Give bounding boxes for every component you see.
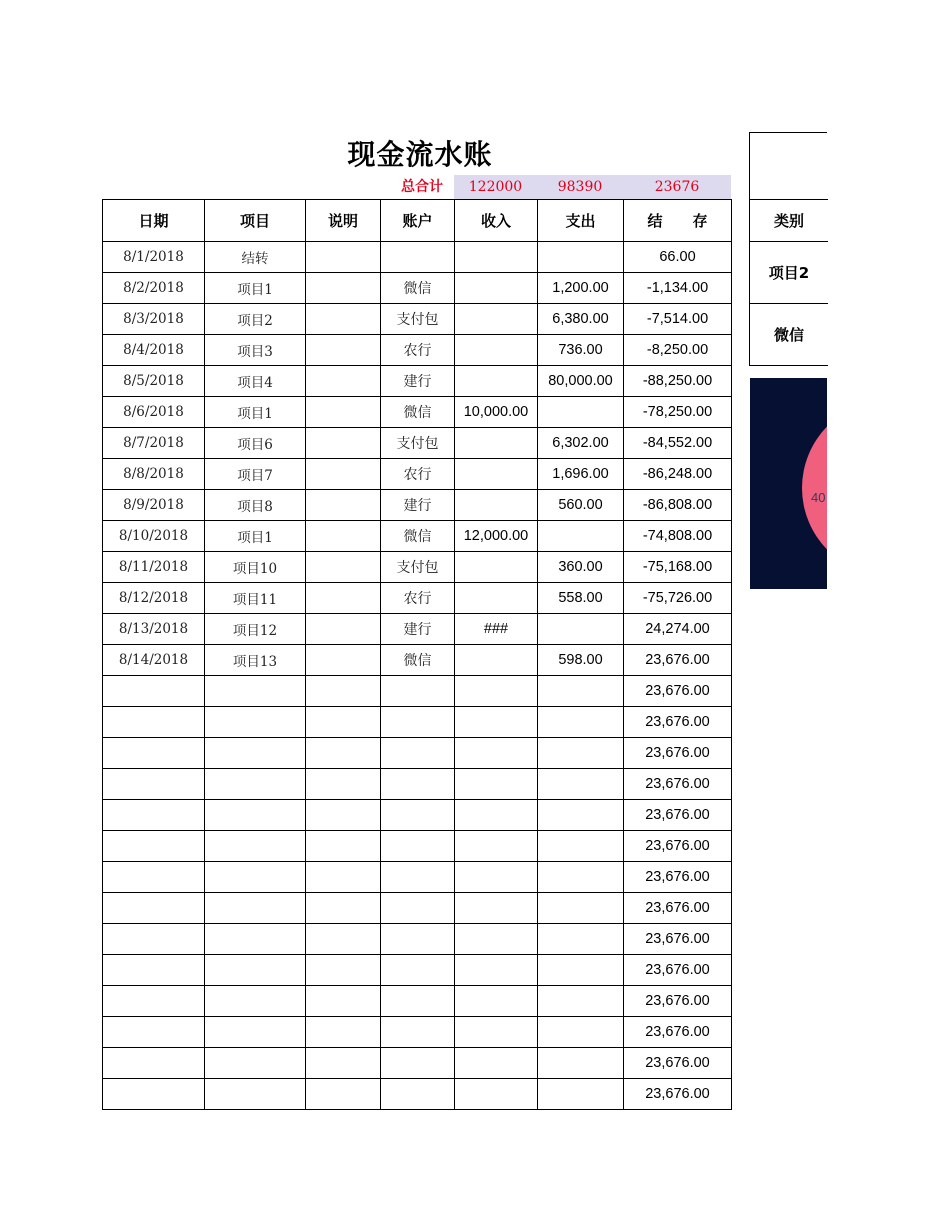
cell-date[interactable]: 8/14/2018 <box>103 645 205 676</box>
header-note[interactable]: 说明 <box>306 200 381 242</box>
cell-date[interactable]: 8/6/2018 <box>103 397 205 428</box>
cell-balance[interactable]: -86,808.00 <box>624 490 732 521</box>
cell-date[interactable] <box>103 769 205 800</box>
cell-account[interactable] <box>381 707 455 738</box>
cell-date[interactable]: 8/3/2018 <box>103 304 205 335</box>
cell-balance[interactable]: -88,250.00 <box>624 366 732 397</box>
cell-income[interactable] <box>455 893 538 924</box>
cell-note[interactable] <box>306 552 381 583</box>
cell-note[interactable] <box>306 397 381 428</box>
cell-account[interactable] <box>381 800 455 831</box>
cell-note[interactable] <box>306 583 381 614</box>
cell-account[interactable] <box>381 242 455 273</box>
pie-slice[interactable] <box>802 400 827 576</box>
cell-balance[interactable]: 23,676.00 <box>624 800 732 831</box>
cell-expense[interactable]: 6,302.00 <box>538 428 624 459</box>
cell-note[interactable] <box>306 304 381 335</box>
cell-item[interactable] <box>205 769 306 800</box>
cell-note[interactable] <box>306 1017 381 1048</box>
table-row <box>103 335 732 366</box>
table-row <box>103 614 732 645</box>
cell-balance[interactable]: 23,676.00 <box>624 676 732 707</box>
ledger-table <box>102 199 732 1110</box>
cell-income[interactable] <box>455 366 538 397</box>
table-row <box>103 397 732 428</box>
cell-expense[interactable] <box>538 986 624 1017</box>
cell-account[interactable]: 农行 <box>381 335 455 366</box>
cell-note[interactable] <box>306 986 381 1017</box>
cell-expense[interactable] <box>538 1079 624 1110</box>
table-row <box>103 1079 732 1110</box>
cell-expense[interactable]: 558.00 <box>538 583 624 614</box>
cell-item[interactable]: 项目11 <box>205 583 306 614</box>
cell-date[interactable] <box>103 1017 205 1048</box>
cell-balance[interactable]: -75,168.00 <box>624 552 732 583</box>
cell-expense[interactable]: 80,000.00 <box>538 366 624 397</box>
cell-account[interactable]: 支付包 <box>381 552 455 583</box>
cell-balance[interactable]: -84,552.00 <box>624 428 732 459</box>
cell-item[interactable] <box>205 1048 306 1079</box>
table-row <box>103 366 732 397</box>
cell-note[interactable] <box>306 800 381 831</box>
cell-expense[interactable] <box>538 738 624 769</box>
cell-item[interactable]: 项目3 <box>205 335 306 366</box>
cell-date[interactable] <box>103 831 205 862</box>
cell-balance[interactable]: 23,676.00 <box>624 769 732 800</box>
table-row <box>103 769 732 800</box>
table-row <box>103 304 732 335</box>
cell-item[interactable]: 项目10 <box>205 552 306 583</box>
cell-expense[interactable]: 1,200.00 <box>538 273 624 304</box>
table-row <box>103 428 732 459</box>
cell-item[interactable]: 项目1 <box>205 521 306 552</box>
cell-income[interactable] <box>455 1017 538 1048</box>
table-row <box>103 645 732 676</box>
table-row <box>103 583 732 614</box>
table-row <box>103 986 732 1017</box>
cell-expense[interactable] <box>538 397 624 428</box>
cell-date[interactable] <box>103 1048 205 1079</box>
table-row <box>103 676 732 707</box>
cell-item[interactable] <box>205 924 306 955</box>
cell-account[interactable]: 微信 <box>381 397 455 428</box>
cell-account[interactable] <box>381 862 455 893</box>
cell-account[interactable] <box>381 1017 455 1048</box>
cell-account[interactable] <box>381 1048 455 1079</box>
cell-note[interactable] <box>306 676 381 707</box>
cell-expense[interactable] <box>538 242 624 273</box>
cell-account[interactable]: 农行 <box>381 459 455 490</box>
cell-date[interactable] <box>103 707 205 738</box>
cell-item[interactable] <box>205 955 306 986</box>
cell-balance[interactable]: 23,676.00 <box>624 1048 732 1079</box>
cell-date[interactable]: 8/10/2018 <box>103 521 205 552</box>
cell-item[interactable]: 项目13 <box>205 645 306 676</box>
table-row <box>103 707 732 738</box>
cell-income[interactable] <box>455 1079 538 1110</box>
cell-item[interactable] <box>205 893 306 924</box>
table-row <box>103 738 732 769</box>
cell-expense[interactable] <box>538 862 624 893</box>
cell-balance[interactable]: 24,274.00 <box>624 614 732 645</box>
cell-balance[interactable]: 23,676.00 <box>624 645 732 676</box>
table-row <box>103 490 732 521</box>
header-balance[interactable]: 结 存 <box>624 200 732 242</box>
cell-income[interactable] <box>455 428 538 459</box>
cell-income[interactable] <box>455 335 538 366</box>
cell-income[interactable] <box>455 490 538 521</box>
table-row <box>103 273 732 304</box>
cell-item[interactable]: 项目6 <box>205 428 306 459</box>
header-expense[interactable]: 支出 <box>538 200 624 242</box>
cell-date[interactable] <box>103 1079 205 1110</box>
cell-account[interactable] <box>381 769 455 800</box>
cell-account[interactable]: 建行 <box>381 366 455 397</box>
cell-balance[interactable]: 66.00 <box>624 242 732 273</box>
cell-item[interactable] <box>205 986 306 1017</box>
cell-note[interactable] <box>306 862 381 893</box>
account-cell[interactable]: 微信 <box>750 304 829 366</box>
cell-balance[interactable]: 23,676.00 <box>624 924 732 955</box>
category-cell[interactable]: 项目2 <box>750 242 829 304</box>
cell-item[interactable] <box>205 738 306 769</box>
cell-income[interactable] <box>455 645 538 676</box>
pie-chart-svg <box>750 378 827 589</box>
cell-date[interactable]: 8/1/2018 <box>103 242 205 273</box>
cell-date[interactable]: 8/7/2018 <box>103 428 205 459</box>
cell-note[interactable] <box>306 769 381 800</box>
cell-account[interactable] <box>381 924 455 955</box>
cell-account[interactable] <box>381 738 455 769</box>
cell-date[interactable]: 8/8/2018 <box>103 459 205 490</box>
cell-account[interactable]: 微信 <box>381 273 455 304</box>
cell-note[interactable] <box>306 614 381 645</box>
side-panel-top <box>749 132 827 199</box>
table-row <box>103 862 732 893</box>
cell-item[interactable] <box>205 1017 306 1048</box>
cell-item[interactable]: 结转 <box>205 242 306 273</box>
cell-item[interactable] <box>205 1079 306 1110</box>
cell-expense[interactable]: 598.00 <box>538 645 624 676</box>
cell-income[interactable] <box>455 1048 538 1079</box>
cell-expense[interactable]: 736.00 <box>538 335 624 366</box>
cell-note[interactable] <box>306 428 381 459</box>
cell-item[interactable]: 项目1 <box>205 273 306 304</box>
cell-expense[interactable] <box>538 521 624 552</box>
cell-income[interactable] <box>455 583 538 614</box>
cell-income[interactable] <box>455 273 538 304</box>
table-row <box>103 955 732 986</box>
cell-date[interactable] <box>103 862 205 893</box>
cell-account[interactable] <box>381 831 455 862</box>
cell-income[interactable] <box>455 676 538 707</box>
cell-account[interactable]: 农行 <box>381 583 455 614</box>
cell-income[interactable] <box>455 738 538 769</box>
cell-note[interactable] <box>306 242 381 273</box>
cell-expense[interactable] <box>538 1048 624 1079</box>
cell-income[interactable] <box>455 862 538 893</box>
table-row <box>103 521 732 552</box>
cell-account[interactable]: 支付包 <box>381 428 455 459</box>
cell-balance[interactable]: -75,726.00 <box>624 583 732 614</box>
cell-item[interactable] <box>205 831 306 862</box>
cell-item[interactable] <box>205 707 306 738</box>
table-row <box>103 831 732 862</box>
cell-balance[interactable]: -8,250.00 <box>624 335 732 366</box>
cell-account[interactable]: 建行 <box>381 490 455 521</box>
cell-account[interactable]: 建行 <box>381 614 455 645</box>
cell-balance[interactable]: -78,250.00 <box>624 397 732 428</box>
cell-expense[interactable] <box>538 769 624 800</box>
cell-balance[interactable]: -7,514.00 <box>624 304 732 335</box>
cell-item[interactable] <box>205 862 306 893</box>
cell-balance[interactable]: 23,676.00 <box>624 862 732 893</box>
table-row <box>103 459 732 490</box>
cell-balance[interactable]: 23,676.00 <box>624 893 732 924</box>
cell-account[interactable] <box>381 1079 455 1110</box>
cell-note[interactable] <box>306 924 381 955</box>
pie-data-label: 40 <box>811 490 826 505</box>
cell-date[interactable]: 8/12/2018 <box>103 583 205 614</box>
cell-account[interactable] <box>381 893 455 924</box>
cell-expense[interactable] <box>538 614 624 645</box>
cell-income[interactable] <box>455 707 538 738</box>
cell-balance[interactable]: 23,676.00 <box>624 955 732 986</box>
cell-date[interactable] <box>103 955 205 986</box>
cell-note[interactable] <box>306 738 381 769</box>
table-row <box>103 893 732 924</box>
cell-expense[interactable] <box>538 955 624 986</box>
cell-balance[interactable]: -86,248.00 <box>624 459 732 490</box>
cell-balance[interactable]: 23,676.00 <box>624 1079 732 1110</box>
table-row <box>103 1017 732 1048</box>
cell-expense[interactable] <box>538 893 624 924</box>
header-row <box>103 200 732 242</box>
table-row <box>103 552 732 583</box>
category-header: 类别 <box>750 200 829 242</box>
cell-balance[interactable]: 23,676.00 <box>624 738 732 769</box>
cell-income[interactable]: 10,000.00 <box>455 397 538 428</box>
cell-date[interactable]: 8/13/2018 <box>103 614 205 645</box>
cell-date[interactable] <box>103 893 205 924</box>
cell-expense[interactable]: 1,696.00 <box>538 459 624 490</box>
category-panel <box>749 199 828 366</box>
cell-balance[interactable]: 23,676.00 <box>624 1017 732 1048</box>
cell-note[interactable] <box>306 490 381 521</box>
cell-item[interactable] <box>205 676 306 707</box>
cell-date[interactable]: 8/5/2018 <box>103 366 205 397</box>
cell-date[interactable]: 8/9/2018 <box>103 490 205 521</box>
cell-expense[interactable] <box>538 676 624 707</box>
cell-date[interactable] <box>103 676 205 707</box>
cell-note[interactable] <box>306 645 381 676</box>
cell-date[interactable] <box>103 924 205 955</box>
cell-income[interactable] <box>455 955 538 986</box>
header-income[interactable]: 收入 <box>455 200 538 242</box>
cell-income[interactable] <box>455 459 538 490</box>
cell-expense[interactable] <box>538 831 624 862</box>
cell-item[interactable]: 项目12 <box>205 614 306 645</box>
cell-income[interactable] <box>455 986 538 1017</box>
cell-balance[interactable]: 23,676.00 <box>624 707 732 738</box>
total-income[interactable]: 122000 <box>468 179 523 195</box>
header-account[interactable]: 账户 <box>381 200 455 242</box>
total-balance[interactable]: 23676 <box>654 179 700 195</box>
cell-account[interactable] <box>381 986 455 1017</box>
cell-note[interactable] <box>306 521 381 552</box>
cell-item[interactable]: 项目2 <box>205 304 306 335</box>
cell-item[interactable]: 项目7 <box>205 459 306 490</box>
cell-account[interactable]: 微信 <box>381 521 455 552</box>
cell-note[interactable] <box>306 335 381 366</box>
cell-account[interactable] <box>381 676 455 707</box>
cell-note[interactable] <box>306 955 381 986</box>
table-row <box>103 800 732 831</box>
cell-balance[interactable]: 23,676.00 <box>624 831 732 862</box>
cell-income[interactable]: 12,000.00 <box>455 521 538 552</box>
cell-item[interactable] <box>205 800 306 831</box>
table-row <box>103 1048 732 1079</box>
cell-note[interactable] <box>306 707 381 738</box>
page-title: 现金流水账 <box>347 138 493 171</box>
cell-note[interactable] <box>306 831 381 862</box>
cell-income[interactable] <box>455 304 538 335</box>
cell-note[interactable] <box>306 893 381 924</box>
cell-income[interactable] <box>455 552 538 583</box>
cell-expense[interactable]: 360.00 <box>538 552 624 583</box>
cell-item[interactable]: 项目8 <box>205 490 306 521</box>
header-date[interactable]: 日期 <box>103 200 205 242</box>
cell-date[interactable]: 8/11/2018 <box>103 552 205 583</box>
cell-date[interactable]: 8/2/2018 <box>103 273 205 304</box>
cell-income[interactable] <box>455 242 538 273</box>
header-item[interactable]: 项目 <box>205 200 306 242</box>
cell-expense[interactable]: 560.00 <box>538 490 624 521</box>
cell-account[interactable]: 微信 <box>381 645 455 676</box>
cell-note[interactable] <box>306 366 381 397</box>
cell-date[interactable] <box>103 800 205 831</box>
cell-expense[interactable]: 6,380.00 <box>538 304 624 335</box>
cell-date[interactable]: 8/4/2018 <box>103 335 205 366</box>
totals-bar <box>454 175 731 199</box>
total-expense[interactable]: 98390 <box>557 179 603 195</box>
cell-expense[interactable] <box>538 707 624 738</box>
cell-expense[interactable] <box>538 924 624 955</box>
cell-note[interactable] <box>306 459 381 490</box>
cell-item[interactable]: 项目4 <box>205 366 306 397</box>
cell-date[interactable] <box>103 738 205 769</box>
cell-balance[interactable]: 23,676.00 <box>624 986 732 1017</box>
cell-date[interactable] <box>103 986 205 1017</box>
cell-income[interactable] <box>455 800 538 831</box>
cell-income[interactable] <box>455 769 538 800</box>
cell-account[interactable] <box>381 955 455 986</box>
pie-chart[interactable] <box>750 378 827 589</box>
cell-income[interactable] <box>455 831 538 862</box>
cell-balance[interactable]: -1,134.00 <box>624 273 732 304</box>
table-row <box>103 242 732 273</box>
cell-expense[interactable] <box>538 1017 624 1048</box>
cell-item[interactable]: 项目1 <box>205 397 306 428</box>
cell-income[interactable]: ### <box>455 614 538 645</box>
cell-note[interactable] <box>306 273 381 304</box>
cell-note[interactable] <box>306 1079 381 1110</box>
cell-expense[interactable] <box>538 800 624 831</box>
cell-income[interactable] <box>455 924 538 955</box>
table-row <box>103 924 732 955</box>
cell-note[interactable] <box>306 1048 381 1079</box>
totals-label: 总合计 <box>401 179 443 195</box>
cell-balance[interactable]: -74,808.00 <box>624 521 732 552</box>
cell-account[interactable]: 支付包 <box>381 304 455 335</box>
